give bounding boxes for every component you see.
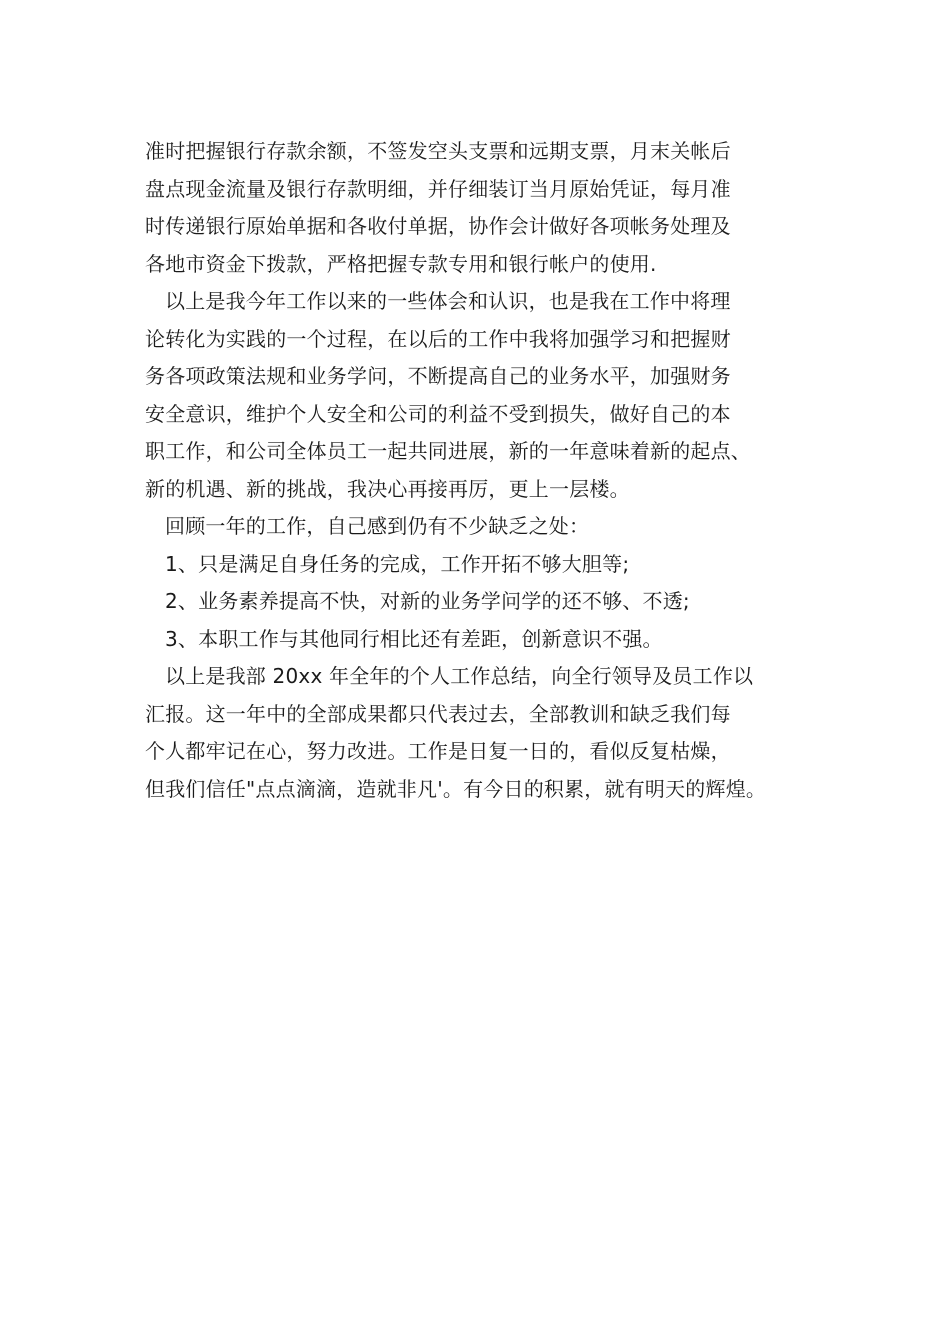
text-line: 汇报。这一年中的全部成果都只代表过去，全部教训和缺乏我们每 <box>145 701 731 726</box>
text-line: 安全意识，维护个人安全和公司的利益不受到损失，做好自己的本 <box>145 401 731 426</box>
document-body <box>145 133 835 808</box>
text-line: 务各项政策法规和业务学问，不断提高自己的业务水平，加强财务 <box>145 364 731 388</box>
text-line: 新的机遇、新的挑战，我决心再接再厉，更上一层楼。 <box>145 476 630 501</box>
text-line: 各地市资金下拨款，严格把握专款专用和银行帐户的使用. <box>145 251 657 276</box>
text-line: 回顾一年的工作，自己感到仍有不少缺乏之处： <box>165 514 590 538</box>
text-line: 职工作，和公司全体员工一起共同进展，新的一年意味着新的起点、 <box>145 439 751 463</box>
text-line: 以上是我今年工作以来的一些体会和认识，也是我在工作中将理 <box>165 289 731 313</box>
text-line: 但我们信任"点点滴滴，造就非凡'。有今日的积累，就有明天的辉煌。 <box>145 776 767 801</box>
text-line: 准时把握银行存款余额，不签发空头支票和远期支票，月末关帐后 <box>145 139 731 163</box>
text-line: 以上是我部 20xx 年全年的个人工作总结，向全行领导及员工作以 <box>165 664 754 688</box>
list-item: 2、业务素养提高不快，对新的业务学问学的还不够、不透; <box>165 589 690 613</box>
text-line: 论转化为实践的一个过程，在以后的工作中我将加强学习和把握财 <box>145 326 731 351</box>
text-line: 盘点现金流量及银行存款明细，并仔细装订当月原始凭证，每月准 <box>145 176 731 201</box>
text-line: 时传递银行原始单据和各收付单据，协作会计做好各项帐务处理及 <box>145 214 731 238</box>
text-line: 个人都牢记在心，努力改进。工作是日复一日的，看似反复枯燥， <box>145 739 731 763</box>
list-item: 3、本职工作与其他同行相比还有差距，创新意识不强。 <box>165 626 663 651</box>
list-item: 1、只是满足自身任务的完成，工作开拓不够大胆等; <box>165 551 630 576</box>
